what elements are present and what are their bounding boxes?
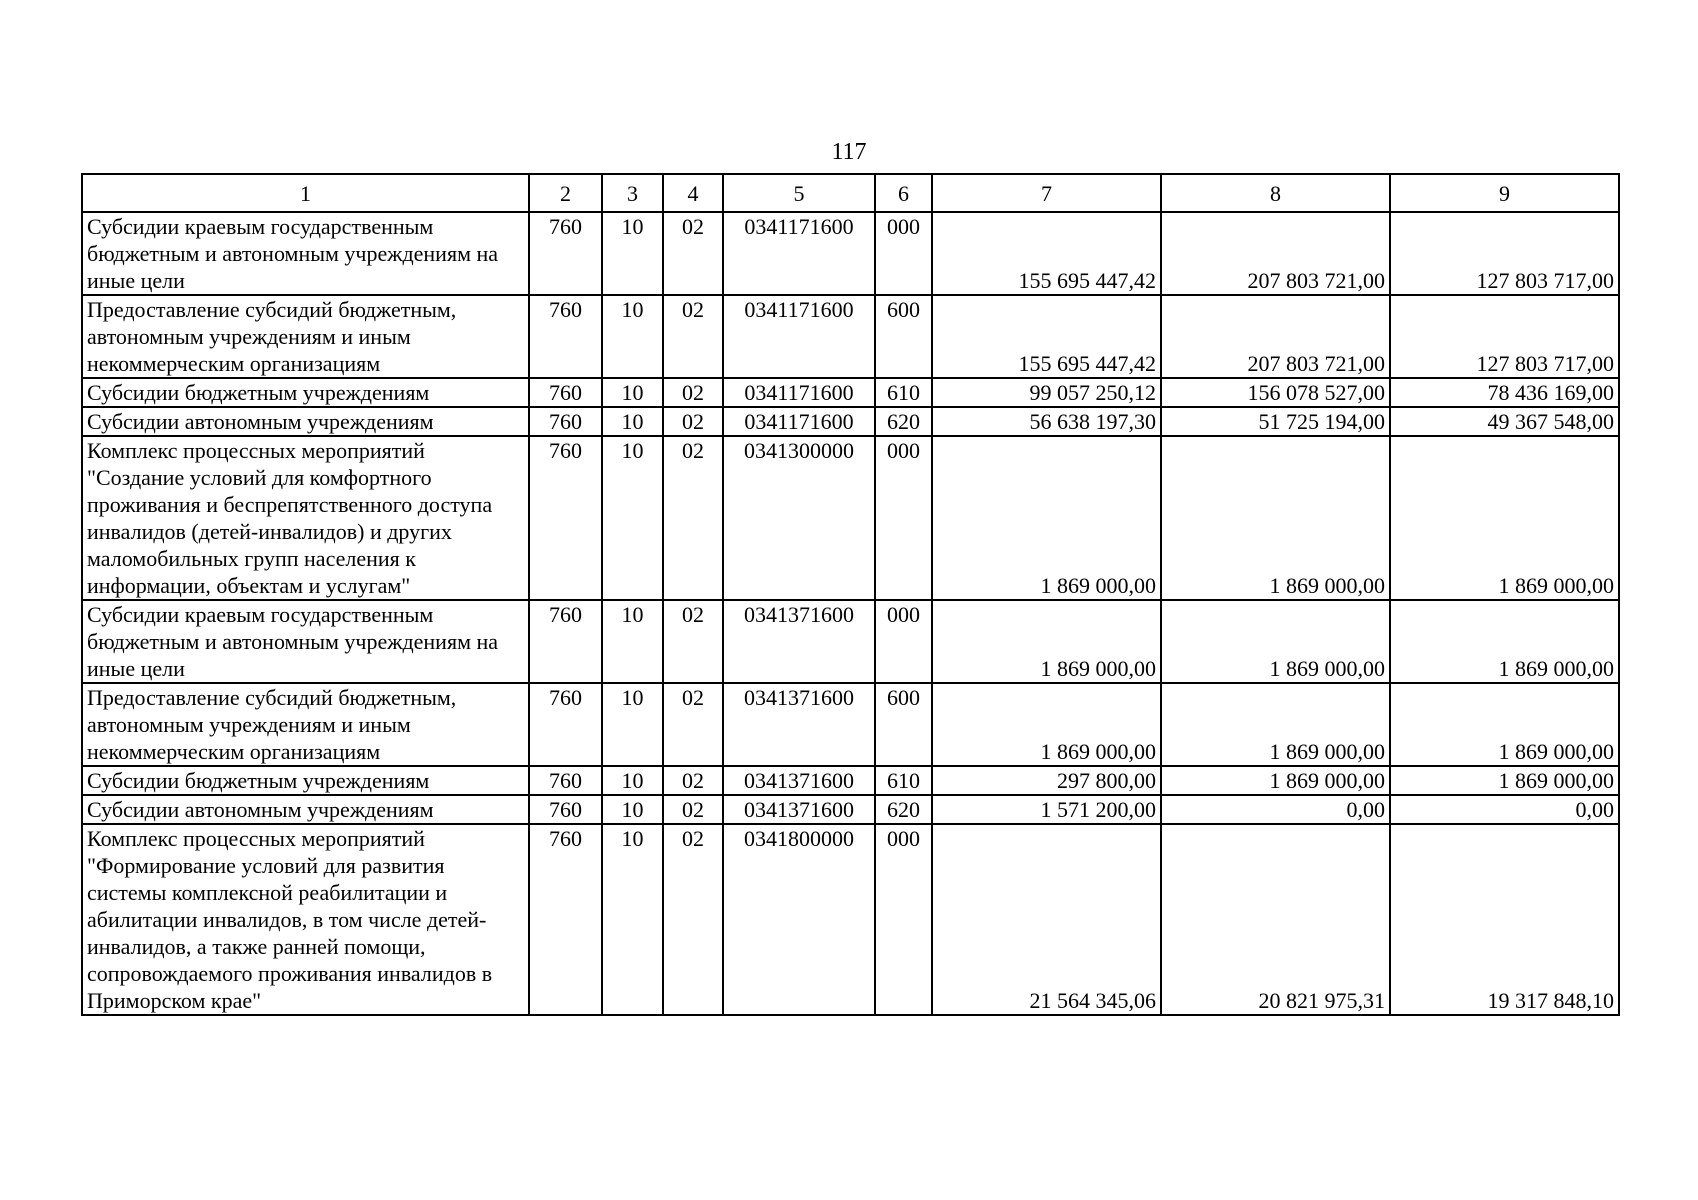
amount-col9-cell: 78 436 169,00	[1390, 378, 1619, 407]
row-name-cell: Предоставление субсидий бюджетным, автономным учреждениям и иным некоммерческим организациям	[82, 683, 529, 766]
target-article-cell: 0341171600	[723, 378, 875, 407]
expense-type-cell: 000	[875, 600, 932, 683]
target-article-cell: 0341371600	[723, 600, 875, 683]
amount-col9-cell: 1 869 000,00	[1390, 766, 1619, 795]
table-row	[82, 295, 1619, 378]
amount-col8-cell: 1 869 000,00	[1161, 436, 1390, 600]
row-name-cell: Субсидии автономным учреждениям	[82, 407, 529, 436]
header-cell: 1	[82, 174, 529, 212]
expense-type-cell: 620	[875, 795, 932, 824]
amount-col8-cell: 207 803 721,00	[1161, 212, 1390, 295]
budget-table	[81, 173, 1620, 1016]
amount-col8-cell: 51 725 194,00	[1161, 407, 1390, 436]
target-article-cell: 0341371600	[723, 766, 875, 795]
section-code-cell: 10	[602, 824, 663, 1015]
header-row	[82, 174, 1619, 212]
amount-col8-cell: 0,00	[1161, 795, 1390, 824]
header-cell: 5	[723, 174, 875, 212]
table-row	[82, 766, 1619, 795]
target-article-cell: 0341300000	[723, 436, 875, 600]
row-name-cell: Комплекс процессных мероприятий "Формирование условий для развития системы комплексной реабилитации и абилитации инвалидов, в том числе детей-инвалидов, а также ранней помощи, сопровождаемого проживания инвалидов в Приморском крае"	[82, 824, 529, 1015]
section-code-cell: 10	[602, 683, 663, 766]
row-name-cell: Предоставление субсидий бюджетным, автономным учреждениям и иным некоммерческим организациям	[82, 295, 529, 378]
header-cell: 7	[932, 174, 1161, 212]
table-row	[82, 436, 1619, 600]
table-row	[82, 683, 1619, 766]
amount-col8-cell: 156 078 527,00	[1161, 378, 1390, 407]
grbs-code-cell: 760	[529, 795, 602, 824]
expense-type-cell: 620	[875, 407, 932, 436]
amount-col9-cell: 127 803 717,00	[1390, 212, 1619, 295]
subsection-code-cell: 02	[663, 212, 723, 295]
amount-col7-cell: 1 869 000,00	[932, 600, 1161, 683]
amount-col9-cell: 19 317 848,10	[1390, 824, 1619, 1015]
header-cell: 6	[875, 174, 932, 212]
expense-type-cell: 000	[875, 436, 932, 600]
row-name-cell: Комплекс процессных мероприятий "Создание условий для комфортного проживания и беспрепятственного доступа инвалидов (детей-инвалидов) и других маломобильных групп населения к информации, объектам и услугам"	[82, 436, 529, 600]
target-article-cell: 0341800000	[723, 824, 875, 1015]
header-cell: 3	[602, 174, 663, 212]
table-row	[82, 212, 1619, 295]
section-code-cell: 10	[602, 212, 663, 295]
target-article-cell: 0341371600	[723, 683, 875, 766]
table-row	[82, 600, 1619, 683]
row-name-cell: Субсидии краевым государственным бюджетным и автономным учреждениям на иные цели	[82, 212, 529, 295]
amount-col7-cell: 155 695 447,42	[932, 212, 1161, 295]
section-code-cell: 10	[602, 766, 663, 795]
amount-col9-cell: 49 367 548,00	[1390, 407, 1619, 436]
row-name-cell: Субсидии бюджетным учреждениям	[82, 766, 529, 795]
amount-col9-cell: 1 869 000,00	[1390, 683, 1619, 766]
amount-col7-cell: 1 571 200,00	[932, 795, 1161, 824]
subsection-code-cell: 02	[663, 295, 723, 378]
grbs-code-cell: 760	[529, 436, 602, 600]
subsection-code-cell: 02	[663, 407, 723, 436]
subsection-code-cell: 02	[663, 600, 723, 683]
amount-col7-cell: 1 869 000,00	[932, 683, 1161, 766]
target-article-cell: 0341171600	[723, 295, 875, 378]
expense-type-cell: 600	[875, 683, 932, 766]
amount-col7-cell: 99 057 250,12	[932, 378, 1161, 407]
grbs-code-cell: 760	[529, 766, 602, 795]
subsection-code-cell: 02	[663, 795, 723, 824]
amount-col7-cell: 1 869 000,00	[932, 436, 1161, 600]
subsection-code-cell: 02	[663, 683, 723, 766]
row-name-cell: Субсидии краевым государственным бюджетным и автономным учреждениям на иные цели	[82, 600, 529, 683]
amount-col8-cell: 20 821 975,31	[1161, 824, 1390, 1015]
page-number: 117	[831, 139, 867, 165]
grbs-code-cell: 760	[529, 824, 602, 1015]
header-cell: 2	[529, 174, 602, 212]
amount-col9-cell: 1 869 000,00	[1390, 600, 1619, 683]
expense-type-cell: 610	[875, 766, 932, 795]
grbs-code-cell: 760	[529, 378, 602, 407]
amount-col9-cell: 127 803 717,00	[1390, 295, 1619, 378]
amount-col7-cell: 297 800,00	[932, 766, 1161, 795]
subsection-code-cell: 02	[663, 436, 723, 600]
table-row	[82, 795, 1619, 824]
expense-type-cell: 610	[875, 378, 932, 407]
table-row	[82, 378, 1619, 407]
amount-col9-cell: 1 869 000,00	[1390, 436, 1619, 600]
subsection-code-cell: 02	[663, 824, 723, 1015]
target-article-cell: 0341171600	[723, 407, 875, 436]
amount-col8-cell: 1 869 000,00	[1161, 600, 1390, 683]
row-name-cell: Субсидии бюджетным учреждениям	[82, 378, 529, 407]
expense-type-cell: 000	[875, 824, 932, 1015]
amount-col8-cell: 1 869 000,00	[1161, 683, 1390, 766]
amount-col9-cell: 0,00	[1390, 795, 1619, 824]
header-cell: 4	[663, 174, 723, 212]
section-code-cell: 10	[602, 407, 663, 436]
expense-type-cell: 600	[875, 295, 932, 378]
amount-col7-cell: 56 638 197,30	[932, 407, 1161, 436]
table-row	[82, 407, 1619, 436]
section-code-cell: 10	[602, 600, 663, 683]
grbs-code-cell: 760	[529, 600, 602, 683]
table-row	[82, 824, 1619, 1015]
section-code-cell: 10	[602, 795, 663, 824]
grbs-code-cell: 760	[529, 683, 602, 766]
subsection-code-cell: 02	[663, 378, 723, 407]
amount-col8-cell: 207 803 721,00	[1161, 295, 1390, 378]
section-code-cell: 10	[602, 436, 663, 600]
amount-col7-cell: 155 695 447,42	[932, 295, 1161, 378]
target-article-cell: 0341171600	[723, 212, 875, 295]
section-code-cell: 10	[602, 295, 663, 378]
row-name-cell: Субсидии автономным учреждениям	[82, 795, 529, 824]
section-code-cell: 10	[602, 378, 663, 407]
grbs-code-cell: 760	[529, 212, 602, 295]
subsection-code-cell: 02	[663, 766, 723, 795]
expense-type-cell: 000	[875, 212, 932, 295]
grbs-code-cell: 760	[529, 407, 602, 436]
target-article-cell: 0341371600	[723, 795, 875, 824]
amount-col7-cell: 21 564 345,06	[932, 824, 1161, 1015]
header-cell: 9	[1390, 174, 1619, 212]
grbs-code-cell: 760	[529, 295, 602, 378]
amount-col8-cell: 1 869 000,00	[1161, 766, 1390, 795]
header-cell: 8	[1161, 174, 1390, 212]
